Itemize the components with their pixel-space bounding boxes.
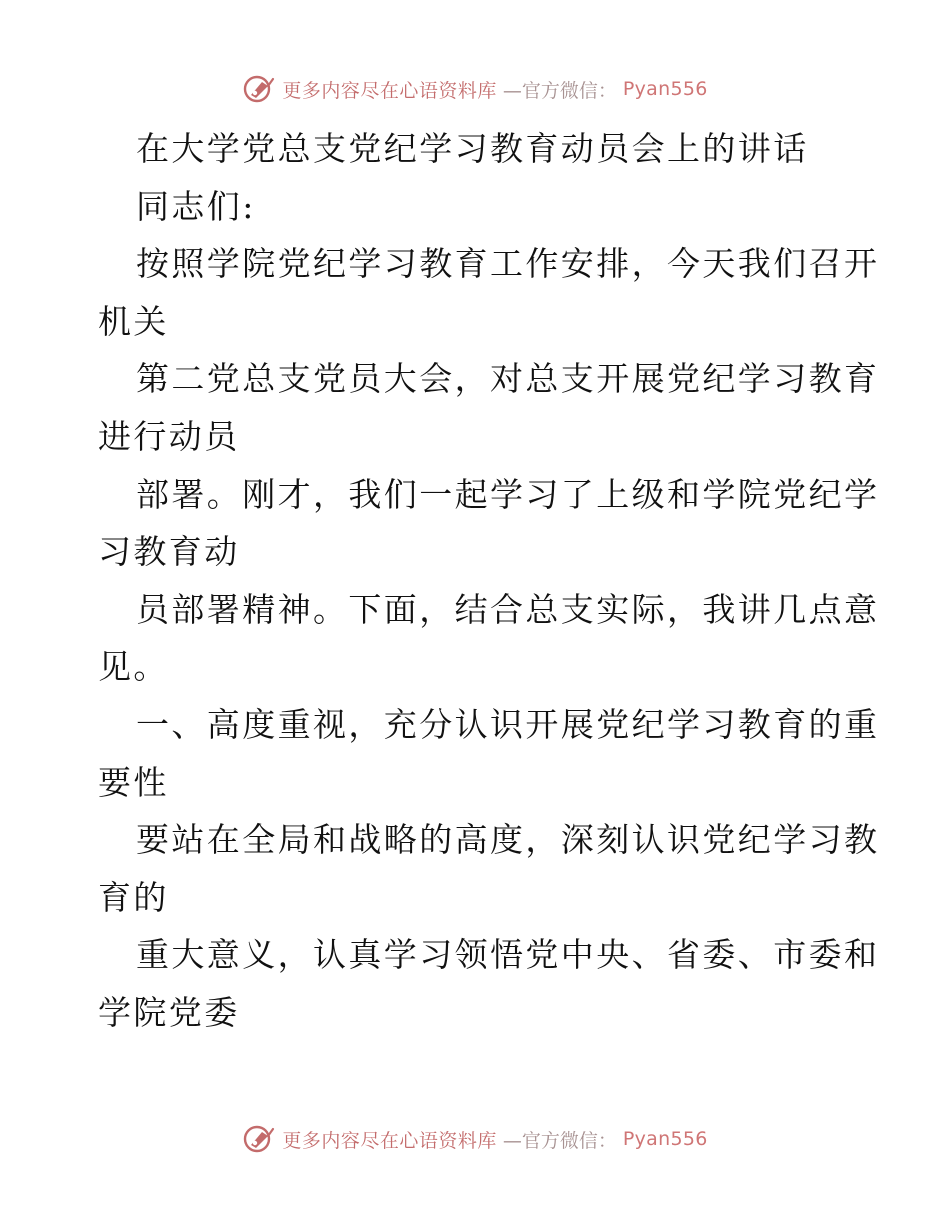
document-body	[98, 120, 880, 1042]
paragraph-line: 要站在全局和战略的高度，深刻认识党纪学习教	[136, 820, 880, 860]
document-title: 在大学党总支党纪学习教育动员会上的讲话	[136, 129, 809, 168]
paragraph-line: 部署。刚才，我们一起学习了上级和学院党纪学	[136, 474, 880, 514]
body-lines	[98, 235, 880, 1041]
header-watermark	[0, 74, 950, 104]
paragraph-line: 要性	[98, 762, 169, 802]
watermark-separator: —官方微信：	[502, 1129, 617, 1152]
paragraph-line: 机关	[98, 301, 169, 341]
paragraph-line: 学院党委	[98, 992, 240, 1032]
paragraph-line: 见。	[98, 647, 169, 687]
watermark-wechat-id: Pyan556	[622, 1128, 708, 1150]
watermark-text: 更多内容尽在心语资料库	[282, 1129, 497, 1152]
paragraph-line: 第二党总支党员大会，对总支开展党纪学习教育	[136, 359, 880, 399]
watermark-text: 更多内容尽在心语资料库	[282, 79, 497, 102]
pen-nib-logo-icon	[242, 74, 276, 104]
paragraph-line: 一、高度重视，充分认识开展党纪学习教育的重	[136, 704, 880, 744]
watermark-wechat-id: Pyan556	[622, 78, 708, 100]
paragraph-line: 进行动员	[98, 416, 240, 456]
footer-watermark	[0, 1124, 950, 1154]
paragraph-line: 重大意义，认真学习领悟党中央、省委、市委和	[136, 935, 880, 975]
paragraph-line: 育的	[98, 877, 169, 917]
paragraph-line: 员部署精神。下面，结合总支实际，我讲几点意	[136, 589, 880, 629]
watermark-separator: —官方微信：	[502, 79, 617, 102]
paragraph-line: 习教育动	[98, 532, 240, 572]
pen-nib-logo-icon	[242, 1124, 276, 1154]
salutation: 同志们:	[136, 186, 256, 226]
paragraph-line: 按照学院党纪学习教育工作安排，今天我们召开	[136, 244, 880, 284]
